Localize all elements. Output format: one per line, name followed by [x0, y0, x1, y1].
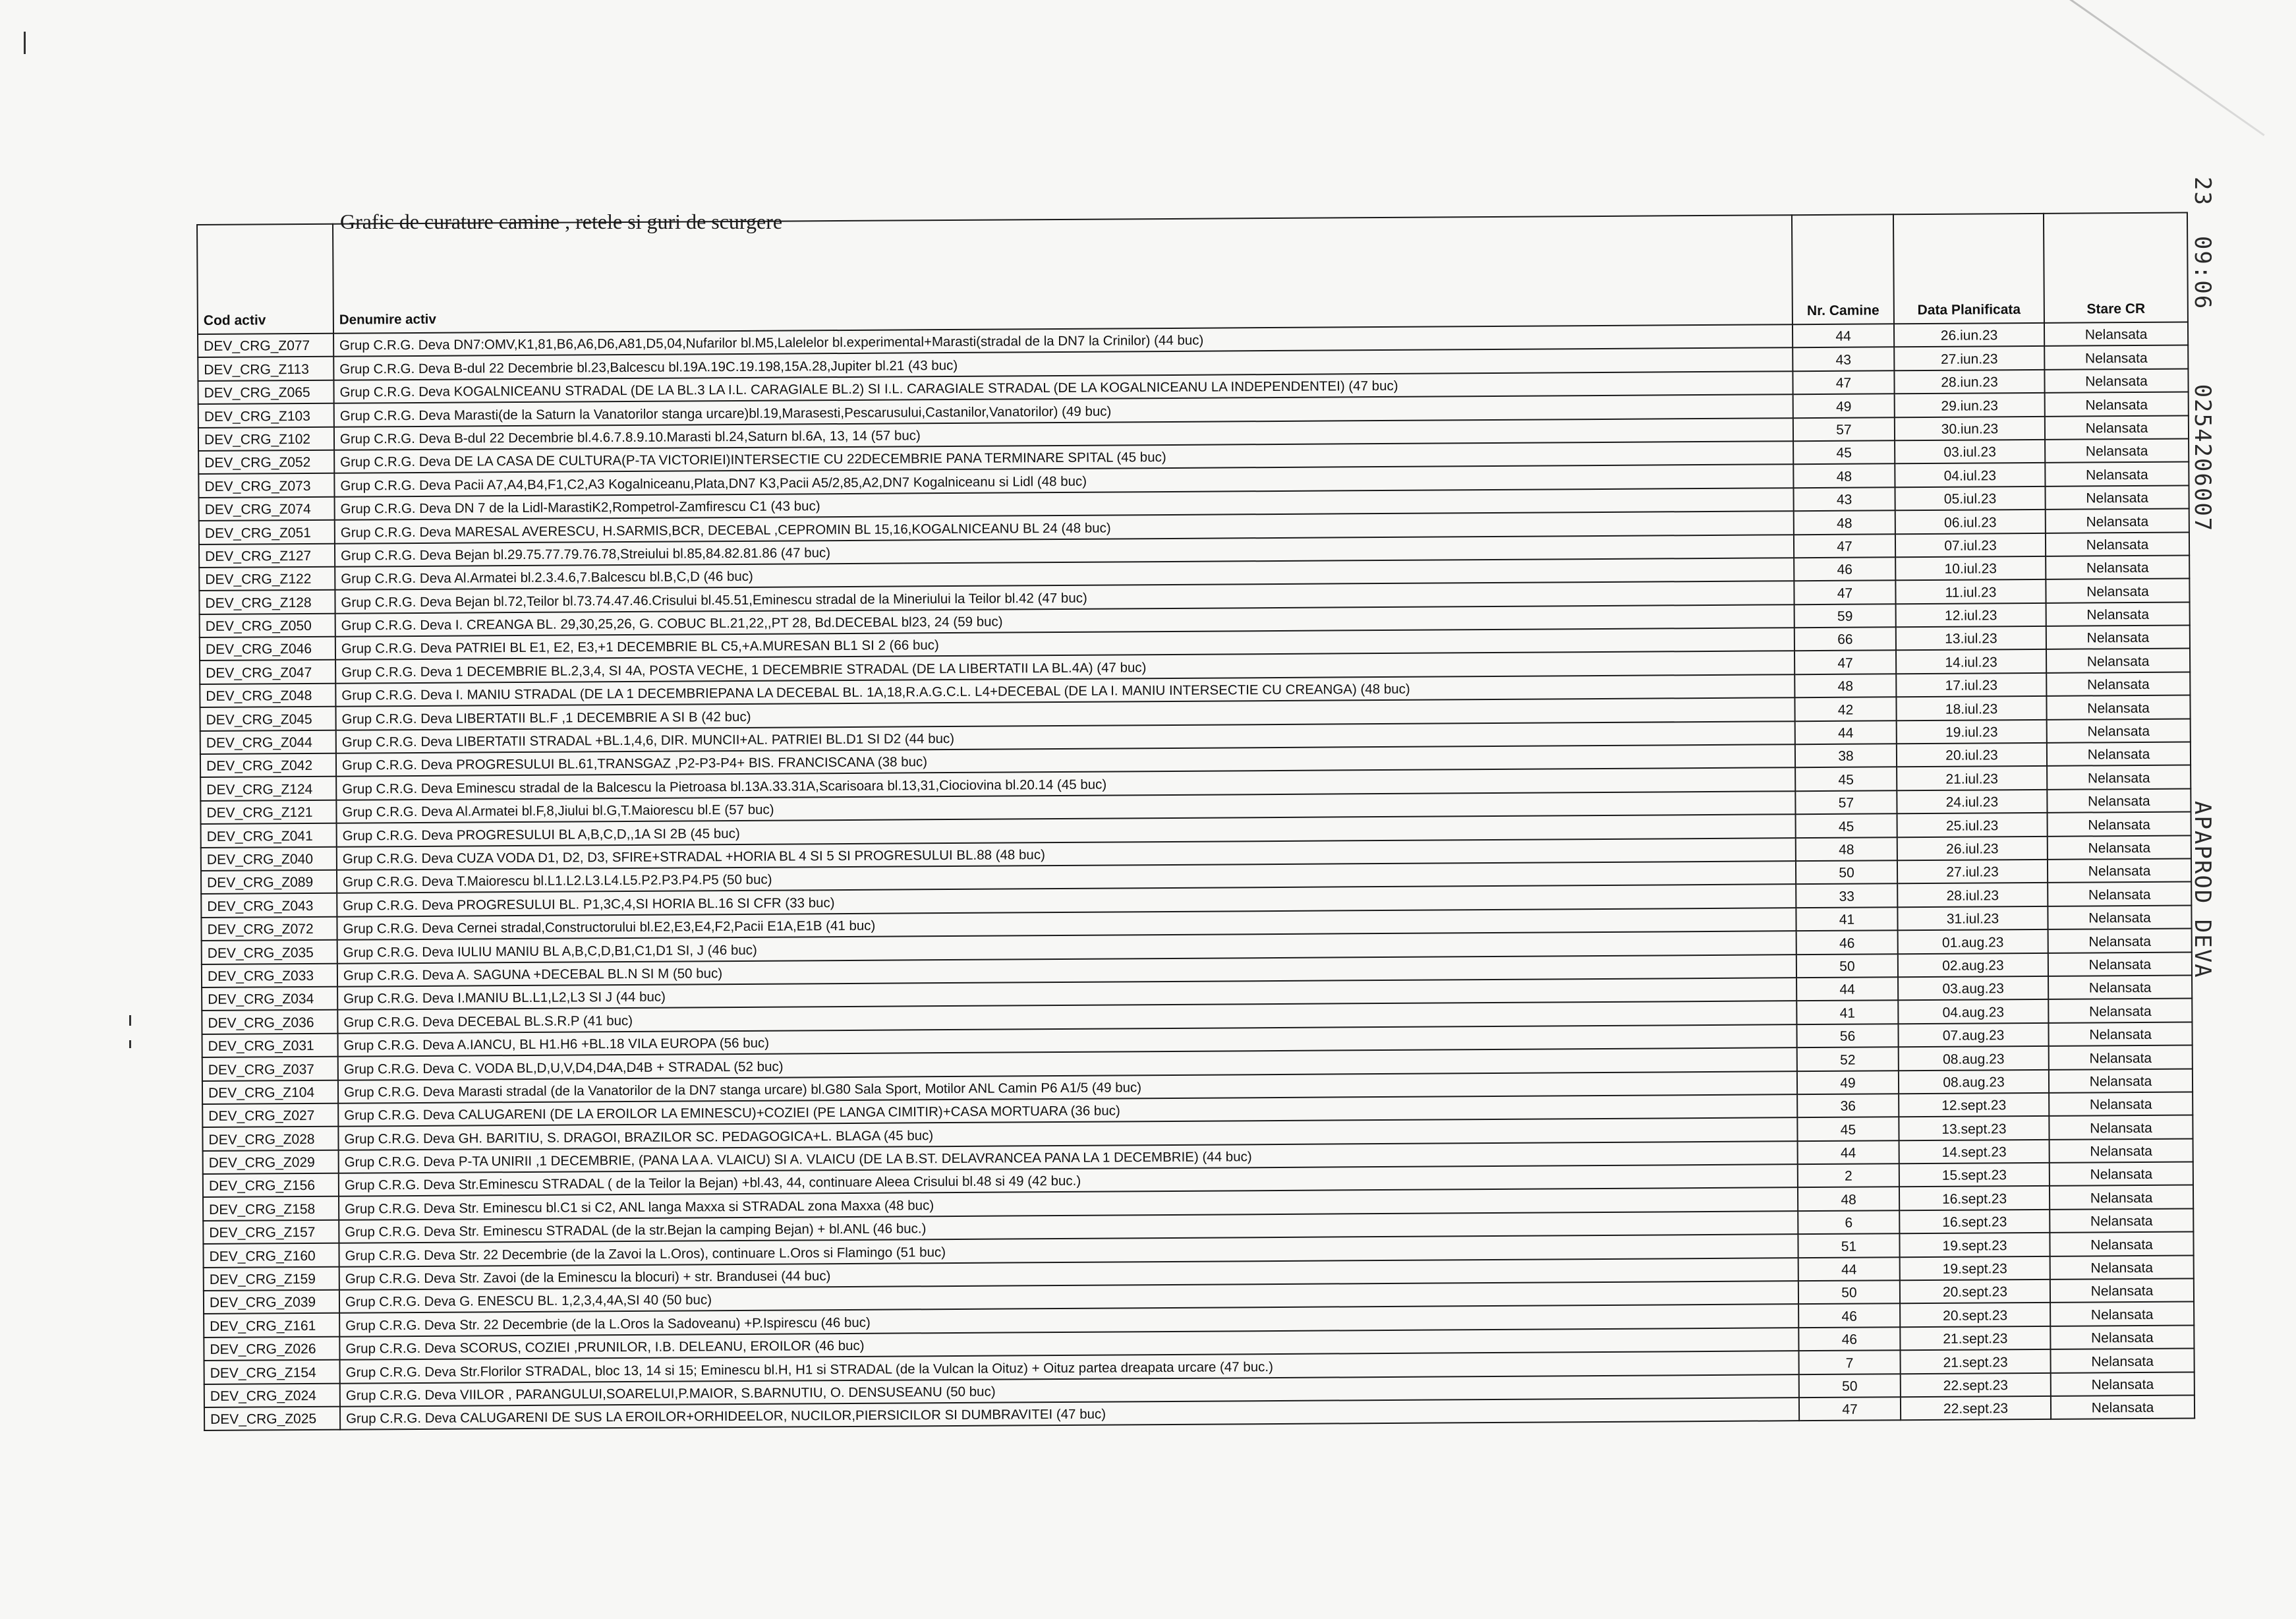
cell-stare: Nelansata: [2050, 1302, 2194, 1326]
cell-stare: Nelansata: [2047, 765, 2191, 790]
cell-name: Grup C.R.G. Deva PATRIEI BL E1, E2, E3,+1 DECEMBRIE BL C5,+A.MURESAN BL1 SI 2 (66 buc): [335, 628, 1794, 660]
cell-nr: 46: [1794, 557, 1895, 581]
cell-date: 25.iul.23: [1897, 813, 2048, 837]
cell-code: DEV_CRG_Z026: [204, 1337, 339, 1361]
cell-nr: 7: [1798, 1350, 1900, 1374]
cell-nr: 45: [1793, 440, 1895, 464]
cell-stare: Nelansata: [2048, 929, 2192, 953]
cell-date: 11.iul.23: [1895, 579, 2046, 604]
cell-code: DEV_CRG_Z031: [202, 1033, 338, 1057]
cell-stare: Nelansata: [2050, 1279, 2194, 1303]
cell-code: DEV_CRG_Z037: [202, 1057, 338, 1081]
cell-stare: Nelansata: [2047, 742, 2191, 767]
scan-mark: [129, 1015, 131, 1026]
cell-name: Grup C.R.G. Deva I. MANIU STRADAL (DE LA 1 DECEMBRIEPANA LA DECEBAL BL. 1A,18,R.A.G.C.L. L4+DECEBAL (DE LA I. MANIU INTERSECTIE CU CREANGA) (48 buc): [335, 674, 1794, 707]
cell-nr: 47: [1793, 370, 1894, 394]
scan-artifact-line: [2069, 0, 2265, 136]
cell-nr: 50: [1799, 1374, 1901, 1398]
cell-nr: 49: [1793, 394, 1895, 417]
cell-date: 16.sept.23: [1899, 1210, 2050, 1234]
cell-stare: Nelansata: [2051, 1395, 2195, 1419]
cell-code: DEV_CRG_Z074: [199, 496, 335, 521]
cell-code: DEV_CRG_Z157: [203, 1220, 339, 1245]
header-nr: Nr. Camine: [1792, 214, 1894, 324]
cell-stare: Nelansata: [2050, 1185, 2193, 1210]
cell-name: Grup C.R.G. Deva CALUGARENI (DE LA EROILOR LA EMINESCU)+COZIEI (PE LANGA CIMITIR)+CASA MORTUARA (36 buc): [338, 1094, 1797, 1127]
header-code: Cod activ: [197, 224, 333, 334]
cell-name: Grup C.R.G. Deva Str.Florilor STRADAL, bloc 13, 14 si 15; Eminescu bl.H, H1 si STRADAL (de la Vulcan la Oituz) + Oituz partea dreapata urcare (47 buc.): [340, 1351, 1799, 1383]
cell-code: DEV_CRG_Z043: [201, 893, 337, 918]
cell-date: 26.iun.23: [1894, 323, 2044, 347]
cell-name: Grup C.R.G. Deva DN 7 de la Lidl-MarastiK2,Rompetrol-Zamfirescu C1 (43 buc): [335, 488, 1794, 520]
cell-name: Grup C.R.G. Deva IULIU MANIU BL A,B,C,D,B1,C1,D1 SI, J (46 buc): [337, 931, 1796, 963]
table-header-row: [197, 213, 2188, 334]
cell-name: Grup C.R.G. Deva C. VODA BL,D,U,V,D4,D4A,D4B + STRADAL (52 buc): [338, 1047, 1797, 1080]
cell-nr: 46: [1796, 930, 1898, 954]
cell-date: 29.iun.23: [1895, 393, 2045, 417]
cell-stare: Nelansata: [2048, 1022, 2192, 1046]
cell-name: Grup C.R.G. Deva A.IANCU, BL H1.H6 +BL.18 VILA EUROPA (56 buc): [338, 1024, 1797, 1057]
cell-date: 13.sept.23: [1899, 1116, 2049, 1140]
cell-code: DEV_CRG_Z029: [203, 1150, 339, 1174]
cell-date: 10.iul.23: [1895, 556, 2046, 581]
cell-code: DEV_CRG_Z033: [202, 963, 337, 987]
cell-stare: Nelansata: [2045, 485, 2189, 510]
cell-code: DEV_CRG_Z028: [202, 1127, 338, 1151]
cell-date: 30.iun.23: [1895, 416, 2045, 440]
cell-code: DEV_CRG_Z077: [198, 334, 333, 358]
cell-code: DEV_CRG_Z104: [202, 1080, 338, 1104]
scan-mark: [24, 32, 26, 54]
cell-date: 03.iul.23: [1895, 440, 2045, 464]
cell-date: 05.iul.23: [1895, 486, 2045, 511]
cell-name: Grup C.R.G. Deva T.Maiorescu bl.L1.L2.L3.L4.L5.P2.P3.P4.P5 (50 buc): [337, 861, 1796, 893]
cell-date: 24.iul.23: [1897, 790, 2047, 814]
cell-nr: 44: [1798, 1140, 1899, 1164]
cell-nr: 52: [1797, 1047, 1899, 1071]
cell-code: DEV_CRG_Z050: [200, 613, 335, 637]
cell-date: 28.iul.23: [1897, 883, 2048, 907]
cell-code: DEV_CRG_Z065: [198, 380, 333, 405]
cell-date: 26.iul.23: [1897, 836, 2048, 860]
cell-stare: Nelansata: [2045, 462, 2189, 486]
cell-name: Grup C.R.G. Deva CUZA VODA D1, D2, D3, SFIRE+STRADAL +HORIA BL 4 SI 5 SI PROGRESULUI BL.88 (48 buc): [337, 838, 1796, 870]
cell-name: Grup C.R.G. Deva Eminescu stradal de la Balcescu la Pietroasa bl.13A.33.31A,Scarisoara bl.13,31,Ciociovina bl.20.14 (45 buc): [336, 768, 1795, 800]
cell-date: 08.aug.23: [1899, 1046, 2049, 1071]
cell-nr: 48: [1796, 837, 1897, 861]
cell-nr: 47: [1799, 1397, 1901, 1421]
cell-name: Grup C.R.G. Deva GH. BARITIU, S. DRAGOI, BRAZILOR SC. PEDAGOGICA+L. BLAGA (45 buc): [338, 1117, 1797, 1150]
cell-code: DEV_CRG_Z046: [200, 637, 335, 661]
cell-stare: Nelansata: [2050, 1255, 2194, 1280]
cell-stare: Nelansata: [2048, 859, 2191, 883]
cell-stare: Nelansata: [2050, 1208, 2193, 1233]
cell-name: Grup C.R.G. Deva Bejan bl.29.75.77.79.76.78,Streiului bl.85,84.82.81.86 (47 buc): [335, 535, 1794, 567]
cell-name: Grup C.R.G. Deva I. CREANGA BL. 29,30,25,26, G. COBUC BL.21,22,,PT 28, Bd.DECEBAL bl23, 24 (59 buc): [335, 604, 1794, 637]
cell-nr: 6: [1798, 1210, 1899, 1234]
cell-nr: 44: [1796, 977, 1898, 1001]
cell-code: DEV_CRG_Z045: [200, 707, 335, 731]
cell-name: Grup C.R.G. Deva VIILOR , PARANGULUI,SOARELUI,P.MAIOR, S.BARNUTIU, O. DENSUSEANU (50 buc): [340, 1374, 1799, 1407]
cell-name: Grup C.R.G. Deva Str. Eminescu STRADAL (de la str.Bejan la camping Bejan) + bl.ANL (46 buc.): [339, 1211, 1798, 1243]
cell-code: DEV_CRG_Z036: [202, 1010, 337, 1034]
cell-date: 18.iul.23: [1896, 696, 2046, 721]
cell-name: Grup C.R.G. Deva Pacii A7,A4,B4,F1,C2,A3 Kogalniceanu,Plata,DN7 K3,Pacii A5/2,85,A2,DN7 Kogalniceanu si Lidl (48 buc): [334, 465, 1793, 497]
cell-nr: 45: [1797, 1117, 1899, 1141]
cell-code: DEV_CRG_Z073: [198, 473, 334, 498]
cell-name: Grup C.R.G. Deva G. ENESCU BL. 1,2,3,4,4A,SI 40 (50 buc): [339, 1281, 1798, 1313]
cell-nr: 50: [1798, 1280, 1900, 1304]
cell-date: 27.iun.23: [1894, 346, 2044, 370]
cell-nr: 66: [1794, 627, 1896, 651]
cell-stare: Nelansata: [2048, 952, 2192, 976]
cell-nr: 38: [1795, 744, 1897, 767]
cell-code: DEV_CRG_Z124: [200, 777, 336, 801]
cell-date: 03.aug.23: [1898, 976, 2048, 1001]
cell-nr: 51: [1798, 1233, 1899, 1257]
cell-date: 07.iul.23: [1895, 533, 2046, 557]
cell-code: DEV_CRG_Z051: [199, 520, 335, 545]
cell-stare: Nelansata: [2045, 392, 2189, 417]
cell-nr: 46: [1798, 1327, 1900, 1351]
cell-code: DEV_CRG_Z121: [200, 800, 336, 825]
cell-name: Grup C.R.G. Deva SCORUS, COZIEI ,PRUNILOR, I.B. DELEANU, EROILOR (46 buc): [339, 1328, 1798, 1360]
cell-date: 31.iul.23: [1897, 906, 2048, 931]
cell-nr: 41: [1796, 907, 1897, 931]
cell-code: DEV_CRG_Z103: [198, 403, 334, 428]
cell-nr: 50: [1796, 860, 1897, 884]
cell-name: Grup C.R.G. Deva PROGRESULUI BL A,B,C,D,,1A SI 2B (45 buc): [337, 814, 1796, 846]
cell-code: DEV_CRG_Z102: [198, 427, 334, 451]
cell-name: Grup C.R.G. Deva Str.Eminescu STRADAL ( de la Teilor la Bejan) +bl.43, 44, continuare Aleea Crisului bl.48 si 49 (42 buc.): [339, 1164, 1798, 1196]
cell-nr: 46: [1798, 1304, 1900, 1328]
cell-nr: 50: [1796, 954, 1898, 978]
cell-code: DEV_CRG_Z052: [198, 450, 334, 475]
cell-name: Grup C.R.G. Deva Al.Armatei bl.F,8,Jiului bl.G,T.Maiorescu bl.E (57 buc): [336, 791, 1795, 823]
cell-name: Grup C.R.G. Deva B-dul 22 Decembrie bl.23,Balcescu bl.19A.19C.19.198,15A.28,Jupiter bl.21 (43 buc): [333, 348, 1793, 380]
cell-stare: Nelansata: [2044, 345, 2188, 370]
cell-code: DEV_CRG_Z044: [200, 730, 336, 754]
cell-name: Grup C.R.G. Deva Cernei stradal,Constructorului bl.E2,E3,E4,F2,Pacii E1A,E1B (41 buc): [337, 908, 1796, 940]
cell-date: 20.sept.23: [1900, 1280, 2050, 1304]
cell-name: Grup C.R.G. Deva Bejan bl.72,Teilor bl.73.74.47.46.Crisului bl.45.51,Eminescu stradal de la Mineriului la Teilor bl.42 (47 buc): [335, 581, 1794, 613]
cell-code: DEV_CRG_Z160: [203, 1243, 339, 1268]
cell-name: Grup C.R.G. Deva Al.Armatei bl.2.3.4.6,7.Balcescu bl.B,C,D (46 buc): [335, 558, 1794, 590]
cell-nr: 33: [1796, 884, 1897, 908]
table-body: [198, 322, 2195, 1431]
cell-code: DEV_CRG_Z154: [204, 1360, 340, 1384]
cell-nr: 41: [1796, 1001, 1898, 1024]
fax-header-number: 23 09:06 0254206007: [2189, 177, 2216, 533]
cell-code: DEV_CRG_Z035: [202, 940, 337, 964]
cell-code: DEV_CRG_Z025: [204, 1407, 340, 1431]
cell-name: Grup C.R.G. Deva Str. 22 Decembrie (de la L.Oros la Sadoveanu) +P.Ispirescu (46 buc): [339, 1305, 1798, 1337]
cell-nr: 48: [1794, 510, 1895, 534]
cell-name: Grup C.R.G. Deva 1 DECEMBRIE BL.2,3,4, SI 4A, POSTA VECHE, 1 DECEMBRIE STRADAL (DE LA LIBERTATII LA BL.4A) (47 buc): [335, 651, 1794, 684]
cell-date: 27.iul.23: [1897, 860, 2048, 884]
cell-nr: 42: [1794, 697, 1896, 721]
cell-name: Grup C.R.G. Deva LIBERTATII STRADAL +BL.1,4,6, DIR. MUNCII+AL. PATRIEI BL.D1 SI D2 (44 buc): [336, 721, 1795, 753]
cell-date: 04.aug.23: [1898, 999, 2048, 1024]
cell-name: Grup C.R.G. Deva DN7:OMV,K1,81,B6,A6,D6,A81,D5,04,Nufarilor bl.M5,Lalelelor bl.experimental+Marasti(stradal de la DN7 la Crinilor) (44 buc): [333, 324, 1793, 357]
cell-code: DEV_CRG_Z040: [201, 846, 337, 871]
cell-stare: Nelansata: [2046, 626, 2190, 650]
cell-code: DEV_CRG_Z128: [199, 590, 335, 614]
cell-nr: 44: [1793, 324, 1894, 347]
cell-nr: 45: [1796, 813, 1897, 837]
cell-name: Grup C.R.G. Deva Marasti(de la Saturn la Vanatorilor stanga urcare)bl.19,Marasesti,Pescarusului,Castanilor,Vanatorilor) (49 buc): [334, 394, 1793, 427]
cell-date: 19.sept.23: [1900, 1256, 2050, 1280]
cell-stare: Nelansata: [2050, 1232, 2193, 1256]
cell-name: Grup C.R.G. Deva PROGRESULUI BL.61,TRANSGAZ ,P2-P3-P4+ BIS. FRANCISCANA (38 buc): [336, 744, 1795, 777]
document-title: Grafic de curature camine , retele si guri de scurgere: [340, 210, 783, 233]
cell-date: 16.sept.23: [1899, 1186, 2050, 1210]
cell-stare: Nelansata: [2051, 1372, 2195, 1396]
cell-nr: 36: [1797, 1094, 1899, 1117]
cell-stare: Nelansata: [2048, 975, 2192, 999]
cell-stare: Nelansata: [2046, 509, 2189, 533]
cell-name: Grup C.R.G. Deva Marasti stradal (de la Vanatorilor de la DN7 stanga urcare) bl.G80 Sala Sport, Motilor ANL Camin P6 A1/5 (49 buc): [338, 1071, 1797, 1104]
cell-stare: Nelansata: [2044, 322, 2188, 347]
cell-date: 01.aug.23: [1898, 929, 2048, 954]
cell-date: 20.iul.23: [1897, 743, 2047, 767]
cell-nr: 44: [1798, 1257, 1900, 1281]
cell-name: Grup C.R.G. Deva DE LA CASA DE CULTURA(P-TA VICTORIEI)INTERSECTIE CU 22DECEMBRIE PANA TERMINARE SPITAL (45 buc): [334, 441, 1793, 473]
cell-nr: 43: [1793, 487, 1895, 511]
cell-stare: Nelansata: [2048, 999, 2192, 1023]
cell-date: 28.iun.23: [1894, 370, 2044, 394]
cell-code: DEV_CRG_Z072: [201, 916, 337, 941]
cell-stare: Nelansata: [2049, 1115, 2193, 1140]
cell-nr: 48: [1793, 464, 1895, 488]
cell-stare: Nelansata: [2047, 719, 2191, 743]
cell-code: DEV_CRG_Z127: [199, 543, 335, 568]
cell-date: 20.sept.23: [1900, 1303, 2050, 1327]
cell-nr: 59: [1794, 604, 1896, 628]
cell-stare: Nelansata: [2047, 788, 2191, 813]
cell-nr: 57: [1795, 790, 1897, 814]
cell-code: DEV_CRG_Z039: [204, 1290, 339, 1314]
cell-code: DEV_CRG_Z089: [201, 870, 337, 895]
cell-stare: Nelansata: [2048, 905, 2191, 929]
cell-stare: Nelansata: [2049, 1069, 2193, 1093]
cell-date: 19.sept.23: [1899, 1233, 2050, 1257]
cell-date: 06.iul.23: [1895, 510, 2046, 534]
cell-stare: Nelansata: [2048, 812, 2191, 837]
cell-name: Grup C.R.G. Deva MARESAL AVERESCU, H.SARMIS,BCR, DECEBAL ,CEPROMIN BL 15,16,KOGALNICEANU BL 24 (48 buc): [335, 511, 1794, 543]
cell-code: DEV_CRG_Z048: [200, 684, 335, 708]
cell-stare: Nelansata: [2050, 1162, 2193, 1187]
cell-name: Grup C.R.G. Deva CALUGARENI DE SUS LA EROILOR+ORHIDEELOR, NUCILOR,PIERSICILOR SI DUMBRAVITEI (47 buc): [340, 1398, 1799, 1430]
cell-stare: Nelansata: [2046, 672, 2190, 696]
cell-nr: 47: [1794, 581, 1895, 604]
cell-nr: 43: [1793, 347, 1894, 371]
cell-date: 22.sept.23: [1901, 1396, 2051, 1421]
cell-code: DEV_CRG_Z122: [199, 567, 335, 591]
cell-name: Grup C.R.G. Deva DECEBAL BL.S.R.P (41 buc): [337, 1001, 1796, 1034]
cell-name: Grup C.R.G. Deva A. SAGUNA +DECEBAL BL.N SI M (50 buc): [337, 955, 1796, 987]
cell-code: DEV_CRG_Z034: [202, 987, 337, 1011]
cell-date: 04.iul.23: [1895, 463, 2045, 487]
scan-mark: [129, 1040, 131, 1048]
cell-name: Grup C.R.G. Deva I.MANIU BL.L1,L2,L3 SI J (44 buc): [337, 978, 1796, 1010]
cell-nr: 56: [1796, 1024, 1898, 1047]
cell-nr: 47: [1794, 534, 1895, 558]
cell-code: DEV_CRG_Z041: [201, 823, 337, 848]
cell-nr: 49: [1797, 1071, 1899, 1094]
cell-date: 22.sept.23: [1901, 1372, 2051, 1397]
header-name: Denumire activ: [333, 215, 1793, 334]
cell-date: 19.iul.23: [1897, 720, 2047, 744]
cell-date: 14.sept.23: [1899, 1140, 2050, 1164]
cell-date: 21.sept.23: [1900, 1326, 2050, 1351]
cell-code: DEV_CRG_Z024: [204, 1383, 340, 1407]
cell-name: Grup C.R.G. Deva Str. Zavoi (de la Eminescu la blocuri) + str. Brandusei (44 buc): [339, 1258, 1798, 1290]
cell-code: DEV_CRG_Z042: [200, 753, 336, 778]
cell-name: Grup C.R.G. Deva KOGALNICEANU STRADAL (DE LA BL.3 LA I.L. CARAGIALE BL.2) SI I.L. CARAGIALE STRADAL (DE LA KOGALNICEANU LA INDEPENDENTEI) (47 buc): [333, 371, 1793, 403]
cell-stare: Nelansata: [2046, 602, 2190, 626]
cell-date: 21.iul.23: [1897, 766, 2047, 790]
cell-code: DEV_CRG_Z156: [203, 1173, 339, 1198]
cell-stare: Nelansata: [2050, 1349, 2194, 1373]
cell-stare: Nelansata: [2046, 649, 2190, 673]
cell-date: 17.iul.23: [1896, 673, 2046, 697]
cell-code: DEV_CRG_Z027: [202, 1104, 338, 1128]
cell-stare: Nelansata: [2046, 579, 2189, 603]
cell-date: 15.sept.23: [1899, 1163, 2050, 1187]
header-stare: Stare CR: [2044, 213, 2188, 323]
cell-date: 07.aug.23: [1898, 1023, 2048, 1047]
cell-date: 12.iul.23: [1896, 603, 2046, 628]
cell-stare: Nelansata: [2045, 415, 2189, 440]
cell-date: 02.aug.23: [1898, 953, 2048, 977]
header-date: Data Planificata: [1893, 214, 2044, 324]
cell-code: DEV_CRG_Z159: [204, 1266, 339, 1291]
cell-stare: Nelansata: [2044, 368, 2188, 393]
cell-stare: Nelansata: [2045, 438, 2189, 463]
cell-nr: 48: [1794, 674, 1896, 697]
table-header: [197, 213, 2188, 334]
cell-nr: 57: [1793, 417, 1895, 441]
cell-nr: 47: [1794, 651, 1896, 674]
cell-stare: Nelansata: [2046, 555, 2189, 579]
cell-code: DEV_CRG_Z161: [204, 1313, 339, 1338]
cell-name: Grup C.R.G. Deva PROGRESULUI BL. P1,3C,4,SI HORIA BL.16 SI CFR (33 buc): [337, 885, 1796, 917]
cell-stare: Nelansata: [2050, 1138, 2193, 1163]
cell-name: Grup C.R.G. Deva Str. Eminescu bl.C1 si C2, ANL langa Maxxa si STRADAL zona Maxxa (48 buc): [339, 1188, 1798, 1220]
cell-stare: Nelansata: [2046, 532, 2189, 556]
cell-code: DEV_CRG_Z158: [203, 1196, 339, 1221]
cell-stare: Nelansata: [2048, 835, 2191, 860]
cell-date: 14.iul.23: [1896, 649, 2046, 674]
cell-stare: Nelansata: [2048, 882, 2191, 906]
schedule-table: [196, 212, 2195, 1432]
cell-date: 21.sept.23: [1900, 1349, 2050, 1374]
cell-stare: Nelansata: [2050, 1325, 2194, 1349]
cell-name: Grup C.R.G. Deva P-TA UNIRII ,1 DECEMBRIE, (PANA LA A. VLAICU) SI A. VLAICU (DE LA B.ST. DELAVRANCEA PANA LA 1 DECEMBRIE) (44 buc): [339, 1141, 1798, 1173]
cell-code: DEV_CRG_Z113: [198, 357, 333, 381]
cell-code: DEV_CRG_Z047: [200, 660, 335, 684]
cell-nr: 44: [1795, 721, 1897, 744]
cell-stare: Nelansata: [2049, 1045, 2193, 1070]
cell-name: Grup C.R.G. Deva LIBERTATII BL.F ,1 DECEMBRIE A SI B (42 buc): [335, 697, 1794, 730]
cell-date: 08.aug.23: [1899, 1069, 2049, 1094]
cell-name: Grup C.R.G. Deva Str. 22 Decembrie (de la Zavoi la L.Oros), continuare L.Oros si Flamingo (51 buc): [339, 1234, 1798, 1266]
cell-date: 13.iul.23: [1896, 626, 2046, 651]
cell-nr: 45: [1795, 767, 1897, 791]
cell-date: 12.sept.23: [1899, 1093, 2049, 1117]
cell-stare: Nelansata: [2046, 695, 2190, 720]
cell-stare: Nelansata: [2049, 1092, 2193, 1116]
cell-nr: 48: [1798, 1187, 1899, 1211]
cell-nr: 2: [1798, 1163, 1899, 1187]
fax-header-sender: APAPROD DEVA: [2189, 801, 2216, 979]
cell-name: Grup C.R.G. Deva B-dul 22 Decembrie bl.4.6.7.8.9.10.Marasti bl.24,Saturn bl.6A, 13, 14 (57 buc): [334, 418, 1793, 450]
